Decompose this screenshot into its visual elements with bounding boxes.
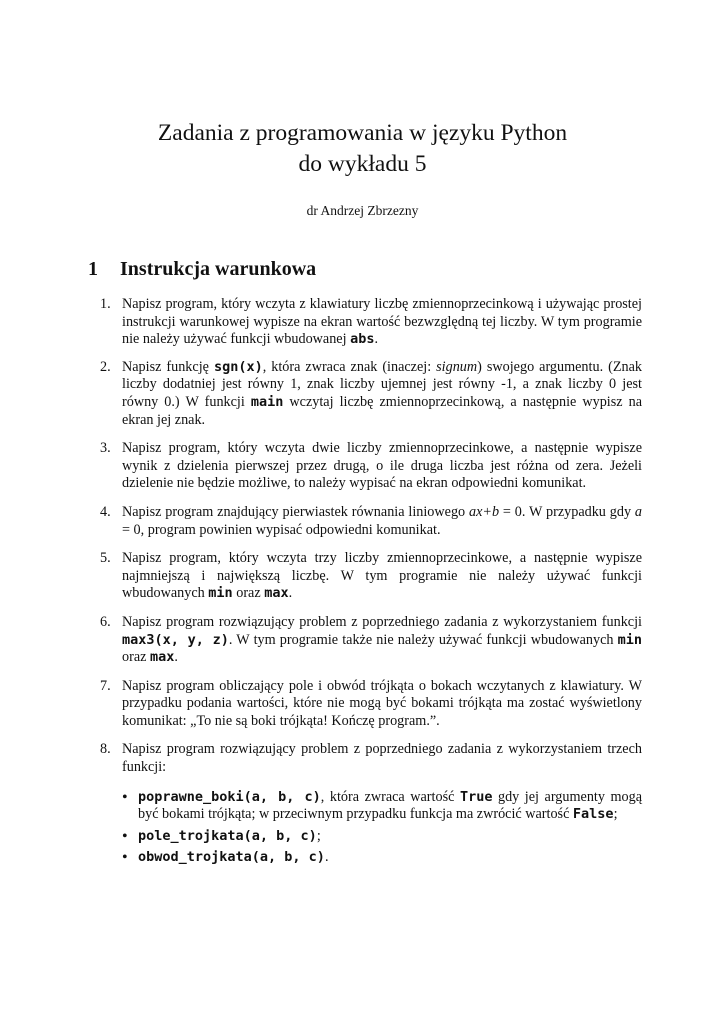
exercise-5 [100,550,642,603]
item-text: Napisz program rozwiązujący problem z poprzedniego zadania z wykorzystaniem funkcji [122,613,642,630]
item-text: Napisz program, który wczyta dwie liczby zmiennoprzecinkowe, a następnie wypisze wynik z dzielenia pierwszej przez drugą, o ile druga liczba jest różna od zera. Jeżeli dzielenie nie będzie możliwe, to należy wypisać na ekran odpowiedni komunikat. [122,440,642,492]
section-number: 1 [88,258,98,280]
code-abs: abs [350,331,375,348]
item-text: ; [316,827,321,844]
item-text: Napisz program znajdujący pierwiastek równania liniowego [122,503,469,520]
item-text: Napisz program rozwiązujący problem z poprzedniego zadania z wykorzystaniem trzech funkcji: [122,741,642,776]
item-number: 6. [100,613,111,630]
item-number: 3. [100,440,111,457]
item-text: Napisz program, który wczyta z klawiatury liczbę zmiennoprzecinkową i używając prostej instrukcji warunkowej wypisze na ekran wartość bezwzględną tej liczby. W tym programie nie należy używać funkcji wbudowanej [122,296,642,348]
code-max3: max3(x, y, z) [122,631,229,648]
exercise-2 [100,358,642,429]
math-a: a [634,503,642,520]
exercise-6 [100,613,642,667]
item-text: ; [613,806,618,823]
item-text: . [288,585,293,602]
item-text: ) swojego argumentu. (Znak liczby dodatniej jest równy 1, znak liczby ujemnej jest równy -1, a znak liczby 0 jest równy 0.) W funkcji [122,358,642,410]
code-max: max [149,649,175,666]
item-number: 5. [100,550,111,567]
section-heading [88,258,316,281]
item-text: = 0, program powinien wypisać odpowiedni komunikat. [122,521,441,538]
section-title: Instrukcja warunkowa [120,258,317,280]
item-text: . W tym programie także nie należy używać funkcji wbudowanych [228,631,618,648]
item-text: Napisz program obliczający pole i obwód trójkąta o bokach wczytanych z klawiatury. W przypadku podania wartości, które nie mogą być bokami trójkąta ma zostać wyświetlony komunikat: „To nie są boki trójkąta! Kończę program.”. [122,677,642,729]
item-text: oraz [232,585,265,602]
item-text: oraz [122,649,150,666]
exercise-1 [100,296,642,349]
math-ax-b: ax+b [469,503,500,520]
code-min: min [617,631,642,648]
code-main: main [250,393,284,410]
bullet-icon: • [122,788,128,806]
item-text: Napisz funkcję [122,358,214,375]
exercise-8 [100,741,642,867]
emph-signum: signum [436,358,478,375]
exercise-list [100,296,642,871]
item-number: 2. [100,358,111,375]
bullet-icon: • [122,849,128,867]
item-text: , która zwraca wartość [320,788,460,805]
item-number: 4. [100,503,111,520]
exercise-4 [100,503,642,539]
item-text: . [324,849,329,866]
code-max: max [264,585,289,602]
item-text: Napisz program, który wczyta trzy liczby zmiennoprzecinkowe, a następnie wypisze najmniejszą i największą liczbę. W tym programie nie należy używać funkcji wbudowanych [122,550,642,602]
function-item-obwod-trojkata [122,849,642,867]
exercise-7 [100,677,642,731]
item-number: 8. [100,741,111,758]
function-item-pole-trojkata [122,828,642,846]
title-line-2: do wykładu 5 [298,151,427,177]
function-item-poprawne-boki [122,789,642,824]
code-true: True [459,788,493,805]
item-text: gdy jej argumenty mogą być bokami trójkąta; w przeciwnym przypadku funkcja ma zwrócić wartość [138,788,642,823]
code-sgn: sgn(x) [213,358,263,375]
code-poprawne-boki: poprawne_boki(a, b, c) [138,788,321,805]
code-obwod-trojkata: obwod_trojkata(a, b, c) [138,849,325,866]
code-min: min [208,585,233,602]
item-text: . [174,649,178,666]
item-number: 7. [100,677,111,694]
item-number: 1. [100,296,111,312]
title-line-1: Zadania z programowania w języku Python [157,120,568,146]
item-text: , która zwraca znak (inaczej: [262,358,437,375]
exercise-3 [100,440,642,493]
code-pole-trojkata: pole_trojkata(a, b, c) [138,827,317,844]
item-text: wczytaj liczbę zmiennoprzecinkową, a następnie wypisz na ekran jej znak. [122,393,642,428]
item-text: . [374,331,379,348]
author: dr Andrzej Zbrzezny [306,203,419,218]
item-text: = 0. W przypadku gdy [499,503,635,520]
function-list [122,789,642,867]
document-title [0,118,725,180]
code-false: False [572,806,614,823]
bullet-icon: • [122,827,128,845]
